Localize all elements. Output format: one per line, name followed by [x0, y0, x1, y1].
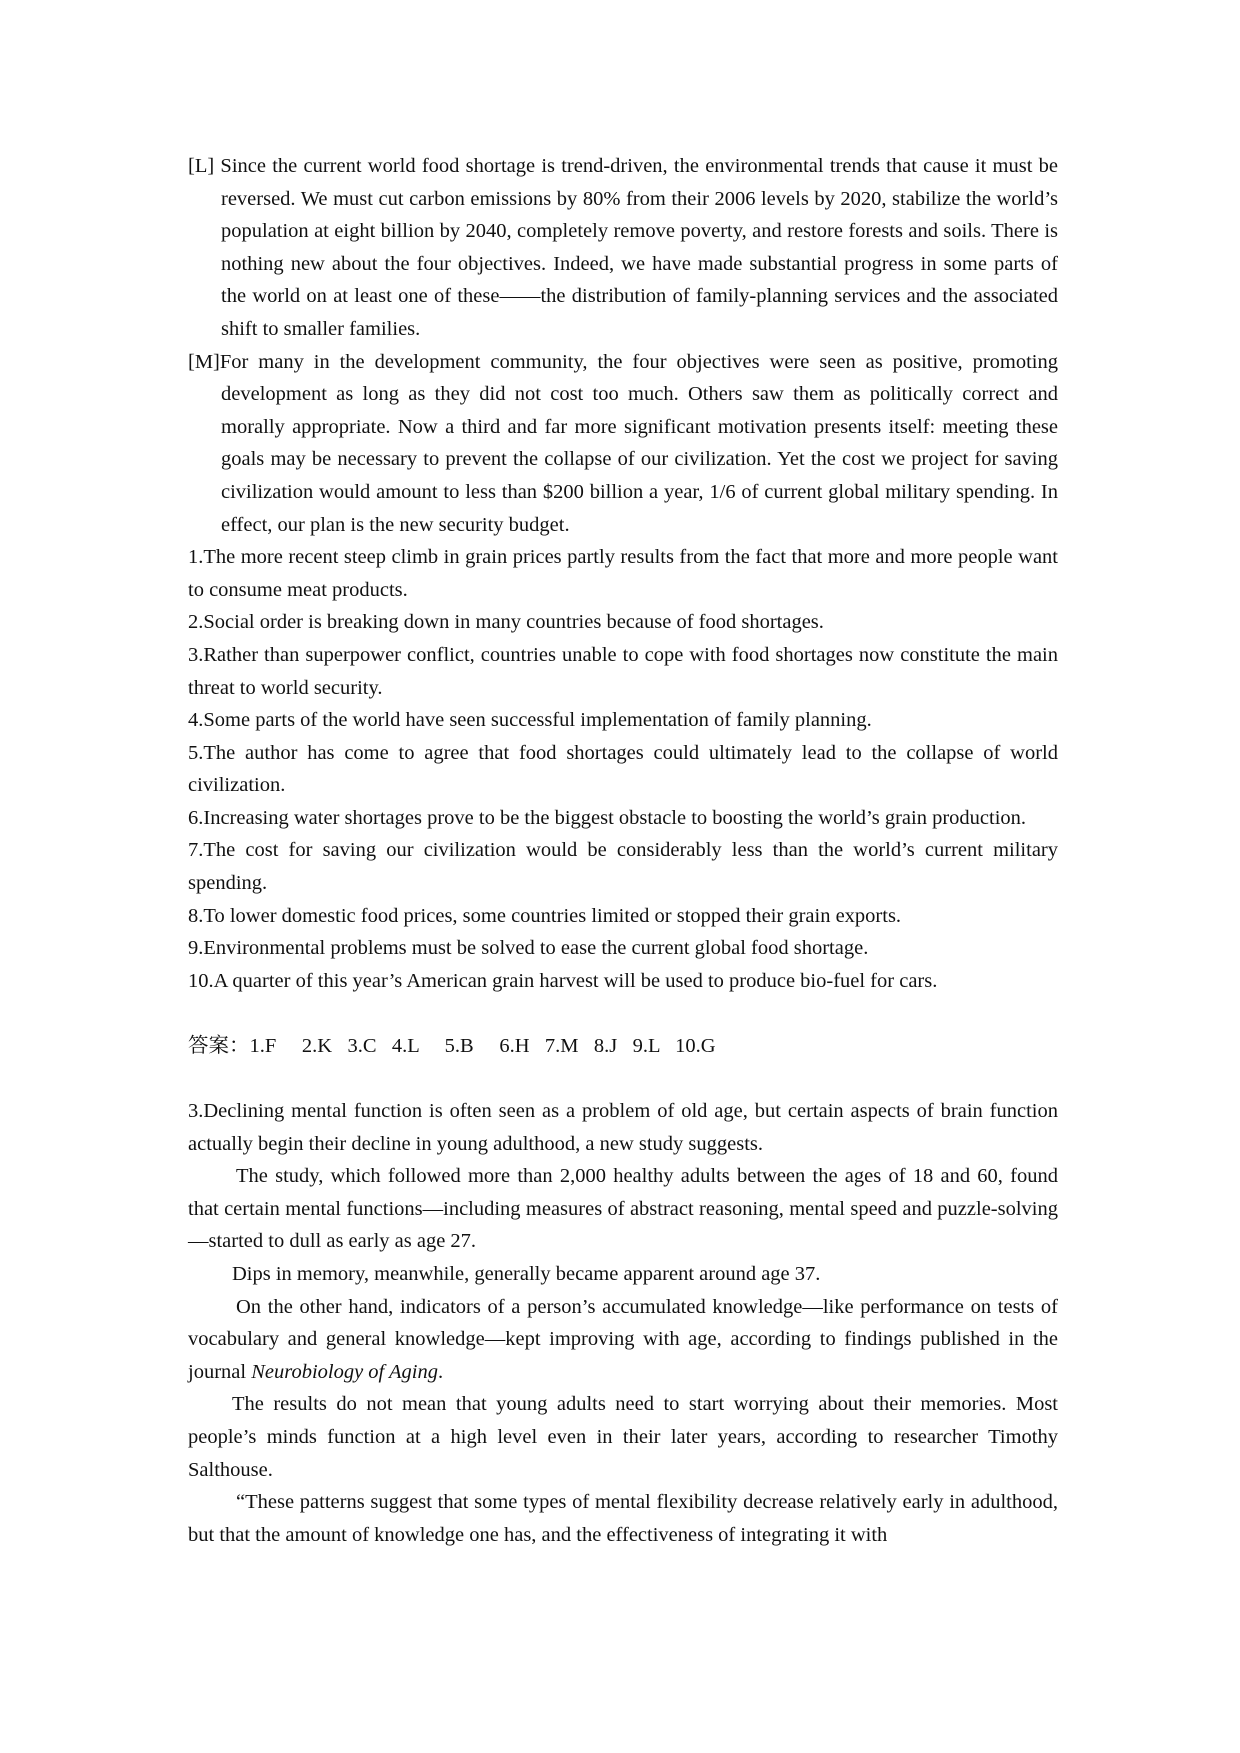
statement-1: 1.The more recent steep climb in grain prices partly results from the fact that more and more people want to consume meat products.: [188, 546, 1058, 601]
answer-7: 7.M: [544, 1035, 579, 1058]
option-m: [M]For many in the development community, the four objectives were seen as positive, promoting development as long as they did not cost too much. Others saw them as politically correct and morally appropriate. Now a third and far more significant motivation presents itself: meeting these goals may be necessary to prevent the collapse of our civilization. Yet the cost we project for saving civilization would amount to less than $200 billion a year, 1/6 of current global military spending. In effect, our plan is the new security budget.: [188, 350, 1058, 536]
answer-6: 6.H: [499, 1035, 530, 1058]
answer-4: 4.L: [391, 1035, 420, 1058]
answer-9: 9.L: [632, 1035, 660, 1058]
option-l: [L] Since the current world food shortage is trend-driven, the environmental trends that cause it must be reversed. We must cut carbon emissions by 80% from their 2006 levels by 2020, stabilize the world’s population at eight billion by 2040, completely remove poverty, and restore forests and soils. There is nothing new about the four objectives. Indeed, we have made substantial progress in some parts of the world on at least one of these——the distribution of family-planning services and the associated shift to smaller families.: [188, 155, 1058, 340]
statement-6: 6.Increasing water shortages prove to be the biggest obstacle to boosting the world’s grain production.: [188, 806, 1027, 829]
passage-paragraph-4-text: On the other hand, indicators of a person’s accumulated knowledge—like performance on tests of vocabulary and general knowledge—kept improving with age, according to findings published in the journal: [188, 1295, 1058, 1383]
journal-title: Neurobiology of Aging: [251, 1360, 438, 1383]
answer-8: 8.J: [593, 1035, 618, 1058]
passage-paragraph-1: 3.Declining mental function is often seen as a problem of old age, but certain aspects of brain function actually begin their decline in young adulthood, a new study suggests.: [188, 1100, 1058, 1155]
statement-3: 3.Rather than superpower conflict, countries unable to cope with food shortages now constitute the main threat to world security.: [188, 643, 1058, 699]
statement-8: 8.To lower domestic food prices, some countries limited or stopped their grain exports.: [188, 904, 902, 927]
statement-5: 5.The author has come to agree that food shortages could ultimately lead to the collapse of world civilization.: [188, 741, 1058, 797]
answer-3: 3.C: [347, 1035, 377, 1058]
answer-label: 答案：: [188, 1035, 250, 1058]
passage-paragraph-4-end: .: [437, 1360, 444, 1383]
answer-1: 1.F: [249, 1035, 277, 1058]
answer-key: [188, 1030, 1058, 1063]
statement-7: 7.The cost for saving our civilization would be considerably less than the world’s current military spending.: [188, 839, 1058, 895]
statement-10: 10.A quarter of this year’s American grain harvest will be used to produce bio-fuel for cars.: [188, 969, 938, 992]
passage-paragraph-2: The study, which followed more than 2,000 healthy adults between the ages of 18 and 60, found that certain mental functions—including measures of abstract reasoning, mental speed and puzzle-solving—started to dull as early as age 27.: [188, 1165, 1058, 1253]
statement-9: 9.Environmental problems must be solved to ease the current global food shortage.: [188, 937, 869, 960]
passage-paragraph-5: The results do not mean that young adults need to start worrying about their memories. Most people’s minds function at a high level even in their later years, according to researcher Timothy Salthouse.: [188, 1393, 1058, 1481]
document-page: [188, 150, 1058, 1551]
statement-4: 4.Some parts of the world have seen successful implementation of family planning.: [188, 709, 872, 732]
passage-paragraph-6: “These patterns suggest that some types of mental flexibility decrease relatively early in adulthood, but that the amount of knowledge one has, and the effectiveness of integrating it with: [188, 1491, 1058, 1546]
answer-10: 10.G: [675, 1035, 716, 1058]
passage-paragraph-4: [188, 1291, 1058, 1389]
statement-2: 2.Social order is breaking down in many countries because of food shortages.: [188, 611, 824, 634]
passage-paragraph-3: Dips in memory, meanwhile, generally became apparent around age 37.: [232, 1263, 821, 1285]
answer-2: 2.K: [301, 1035, 333, 1058]
answer-5: 5.B: [444, 1035, 474, 1058]
